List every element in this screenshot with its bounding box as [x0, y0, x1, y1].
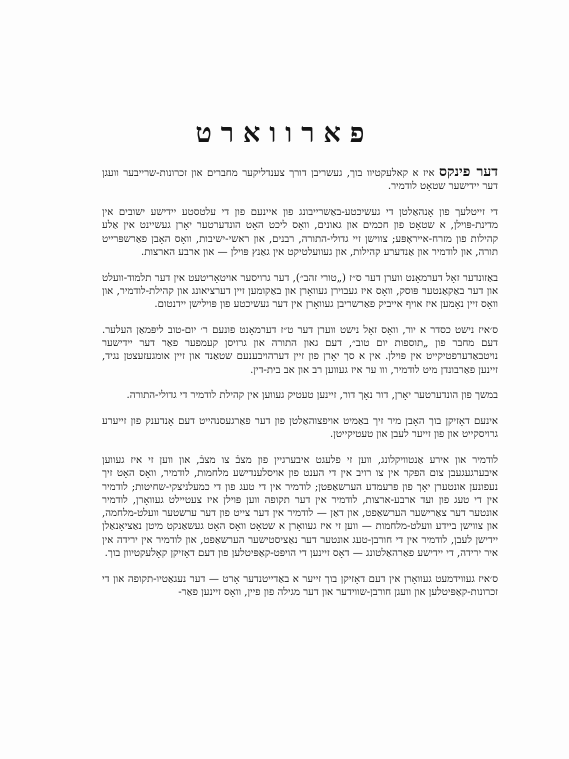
paragraph: במשך פון הונדערטער יאָרן, דור נאָך דור, זיינען טעטיק געווען אין קהילת לודמיר די גדולי-התורה. [126, 390, 498, 402]
paragraph: לודמיר און אירע אַנטוויקלונג, ווען זי פלעגט איבערגיין פון מצבֿ צו מצבֿ, און ווען זי איז געווען איבערגעגעבן צום הפקר אין צו רויב אין די הענט פון אויסלענדישע מלחמות, לודמיר, וואָס האָט זיך נעפונען אונטערן יאָך פון פרעמדע הערשאַפטן; לודמיר אין די טעג פון די כמעלניצקי-שחיטות; לודמיר אין די טעג פון ועד ארבע-ארצות, לודמיר אין דער תקופה ווען פּוילן איז צעטיילט געוואָרן, לודמיר אונטער דער צאַרישער הערשאַפט, און דאַן — לודמיר אין דער צייט פון דער ערשטער וועלט-מלחמה, און צווישן ביידע וועלט-מלחמות — ווען זי איז געוואָרן א שטאָט וואָס האָט געשאַנקט מיטן נאַציאָנאַלן יידישן לעבן, לודמיר אין די חורבן-טעג אונטער דער נאַציסטישער הערשאַפט, און לודמיר אין ירידה אין איר ירידה, די יידישע פאַרהאַלטונג — דאָס זיינען די הויפּט-קאַפּיטלען פון דעם דאָזיקן קאָלעקטיוון בוך. [102, 455, 498, 559]
page-title: פארווארט [195, 118, 374, 149]
paragraph: די זייטלעך פון אָנהאַלטן די געשיכטע-באַשרייבונג פון איינעם פון די עלטסטע יידישע ישובים אין מדינת-פּוילן, א שטאָט פון חכמים און גאונים, וואָס ליכט האָט הונדערטער יאָרן געשיינט אין אַלע קהילות פון מזרח-אייראָפּע; צווישן זיי גדולי-התורה, רבנים, און ראשי-ישיבות, וואָס האָבן פאַרשפּרייט תורה, און לודמיר און אַנדערע קהילות, און געוועלטיקט אין גאַנץ פּוילן — און ארבע הארצות. [102, 207, 498, 258]
paragraph: ס׳איז געווידמעט געוואָרן אין דעם דאָזיקן בוך זייער א באַדייטנדער אָרט — דער נעגאַטיו-תקופה און די זכרונות-קאַפּיטלען און וועגן חורבן-שווידער און דער מגילה פון פיין, וואָס זיינען פאַר- [102, 573, 498, 598]
paragraph: ס׳איז נישט כסדר א יור, וואָס זאָל נישט ווערן דער ט״ז דערמאָנט פונעם ר׳ יום-טוב ליפּמאַן העלער. דעם מחבר פון „תוספות יום טוב״, דעם גאון התורה און גרויסן קעמפער פאַר דער יידישער נויטבאַדערפטיקייט אין פּוילן. אין א סך יאָרן פון זיין דערהויבענעם שטאַנד און זיין אומגעזעצטן נגיד, זיינען פאַרבונדן מיט לודמיר, ווו ער איז געווען רב און אב בית-דין. [102, 324, 498, 376]
paragraph-intro [102, 166, 498, 194]
body-text [102, 166, 498, 612]
paragraph-text: איז א קאלעקטיוו בוך, געשריבן דורך צענדליקער מחברים און זכרונות-שרייבער וועגן דער יידישער שטאָט לודמיר. [102, 168, 498, 193]
lead-term: דער פינקס [439, 164, 499, 180]
paragraph: אינעם דאָזיקן בוך האָבן מיר זיך באַמיט אויפצוהאַלטן פון דער פאַרגעסנהייט דעם אָנדענק פון זייערע גרויסקייט און פון זייער לעבן און טעטיקייטן. [102, 416, 498, 441]
paragraph: באַזונדער זאָל דערמאָנט ווערן דער ס״ז („טורי זהב״), דער גרויסער אויטאָריטעט אין דער תלמוד-וועלט און דער באַקאַנטער פּוסק, וואָס איז געבוירן געוואָרן און באַקומען זיין דערציאונג און קהילת-לודמיר, און וואָס זיין נאָמען איז אויף אייביק פאַרשריבן געוואָרן אין דער געשיכטע פון פּוילישן יידנטום. [102, 272, 498, 310]
